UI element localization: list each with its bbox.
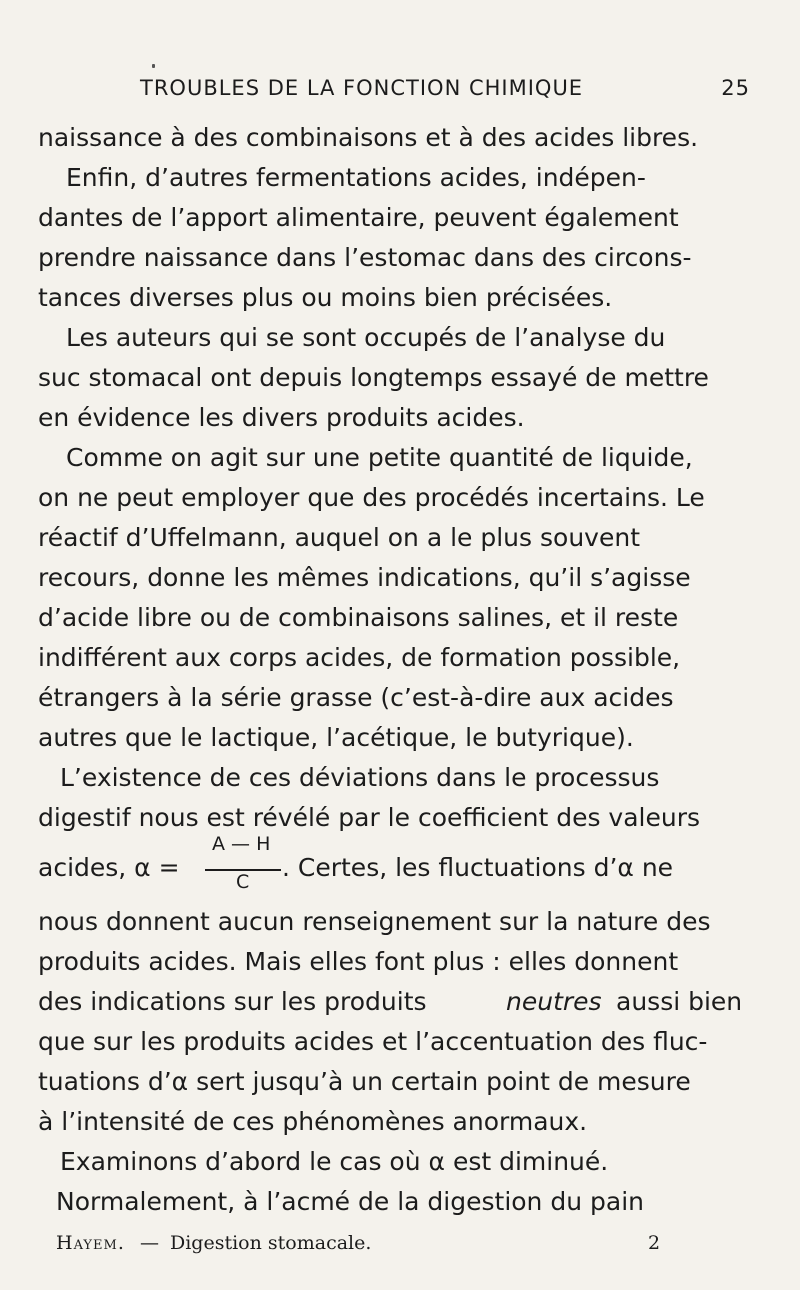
text-line: dantes de l’apport alimentaire, peuvent également bbox=[38, 203, 679, 232]
printer-mark bbox=[152, 64, 155, 68]
formula-line bbox=[0, 833, 800, 893]
footer-signature-mark: 2 bbox=[648, 1232, 661, 1254]
formula-numerator: A — H bbox=[212, 833, 271, 855]
text-line: Les auteurs qui se sont occupés de l’analyse du bbox=[66, 323, 666, 352]
text-line: Normalement, à l’acmé de la digestion du pain bbox=[56, 1187, 644, 1216]
text-line: suc stomacal ont depuis longtemps essayé de mettre bbox=[38, 363, 709, 392]
page-number: 25 bbox=[721, 76, 750, 100]
text-line: Examinons d’abord le cas où α est diminué. bbox=[60, 1147, 609, 1176]
text-line: Comme on agit sur une petite quantité de liquide, bbox=[66, 443, 693, 472]
text-line: des indications sur les produits neutres aussi bien bbox=[0, 982, 800, 1022]
footer-separator: — bbox=[140, 1232, 159, 1254]
text-line: en évidence les divers produits acides. bbox=[38, 403, 525, 432]
text-line: L’existence de ces déviations dans le processus bbox=[60, 763, 660, 792]
text-line: indifférent aux corps acides, de formation possible, bbox=[38, 643, 681, 672]
text-line: autres que le lactique, l’acétique, le butyrique). bbox=[38, 723, 634, 752]
text-line: digestif nous est révélé par le coefficient des valeurs bbox=[38, 803, 701, 832]
text-line: Enfin, d’autres fermentations acides, indépen- bbox=[66, 163, 646, 192]
text-line: tances diverses plus ou moins bien précisées. bbox=[38, 283, 613, 312]
text-line: nous donnent aucun renseignement sur la nature des bbox=[38, 907, 711, 936]
formula-tail: . Certes, les fluctuations d’α ne bbox=[282, 853, 674, 882]
text-line: réactif d’Uffelmann, auquel on a le plus souvent bbox=[38, 523, 640, 552]
footer-signature-line bbox=[0, 1232, 800, 1262]
emphasis-word: neutres bbox=[506, 987, 602, 1016]
text-line: prendre naissance dans l’estomac dans des circons- bbox=[38, 243, 692, 272]
text-line: produits acides. Mais elles font plus : elles donnent bbox=[38, 947, 679, 976]
footer-author: Hayem. bbox=[56, 1232, 125, 1254]
text-line: on ne peut employer que des procédés incertains. Le bbox=[38, 483, 705, 512]
text-line: recours, donne les mêmes indications, qu’il s’agisse bbox=[38, 563, 691, 592]
text-line: que sur les produits acides et l’accentuation des fluc- bbox=[38, 1027, 708, 1056]
running-head-title: TROUBLES DE LA FONCTION CHIMIQUE bbox=[140, 76, 584, 100]
formula-lead: acides, α = bbox=[38, 853, 180, 882]
running-head bbox=[140, 76, 750, 106]
text-line: à l’intensité de ces phénomènes anormaux. bbox=[38, 1107, 588, 1136]
text-line: tuations d’α sert jusqu’à un certain point de mesure bbox=[38, 1067, 691, 1096]
footer-work: Digestion stomacale. bbox=[170, 1232, 372, 1254]
formula-denominator: C bbox=[236, 871, 250, 893]
text-line: étrangers à la série grasse (c’est-à-dire aux acides bbox=[38, 683, 674, 712]
text-line: naissance à des combinaisons et à des acides libres. bbox=[38, 123, 699, 152]
text-line: d’acide libre ou de combinaisons salines, et il reste bbox=[38, 603, 679, 632]
